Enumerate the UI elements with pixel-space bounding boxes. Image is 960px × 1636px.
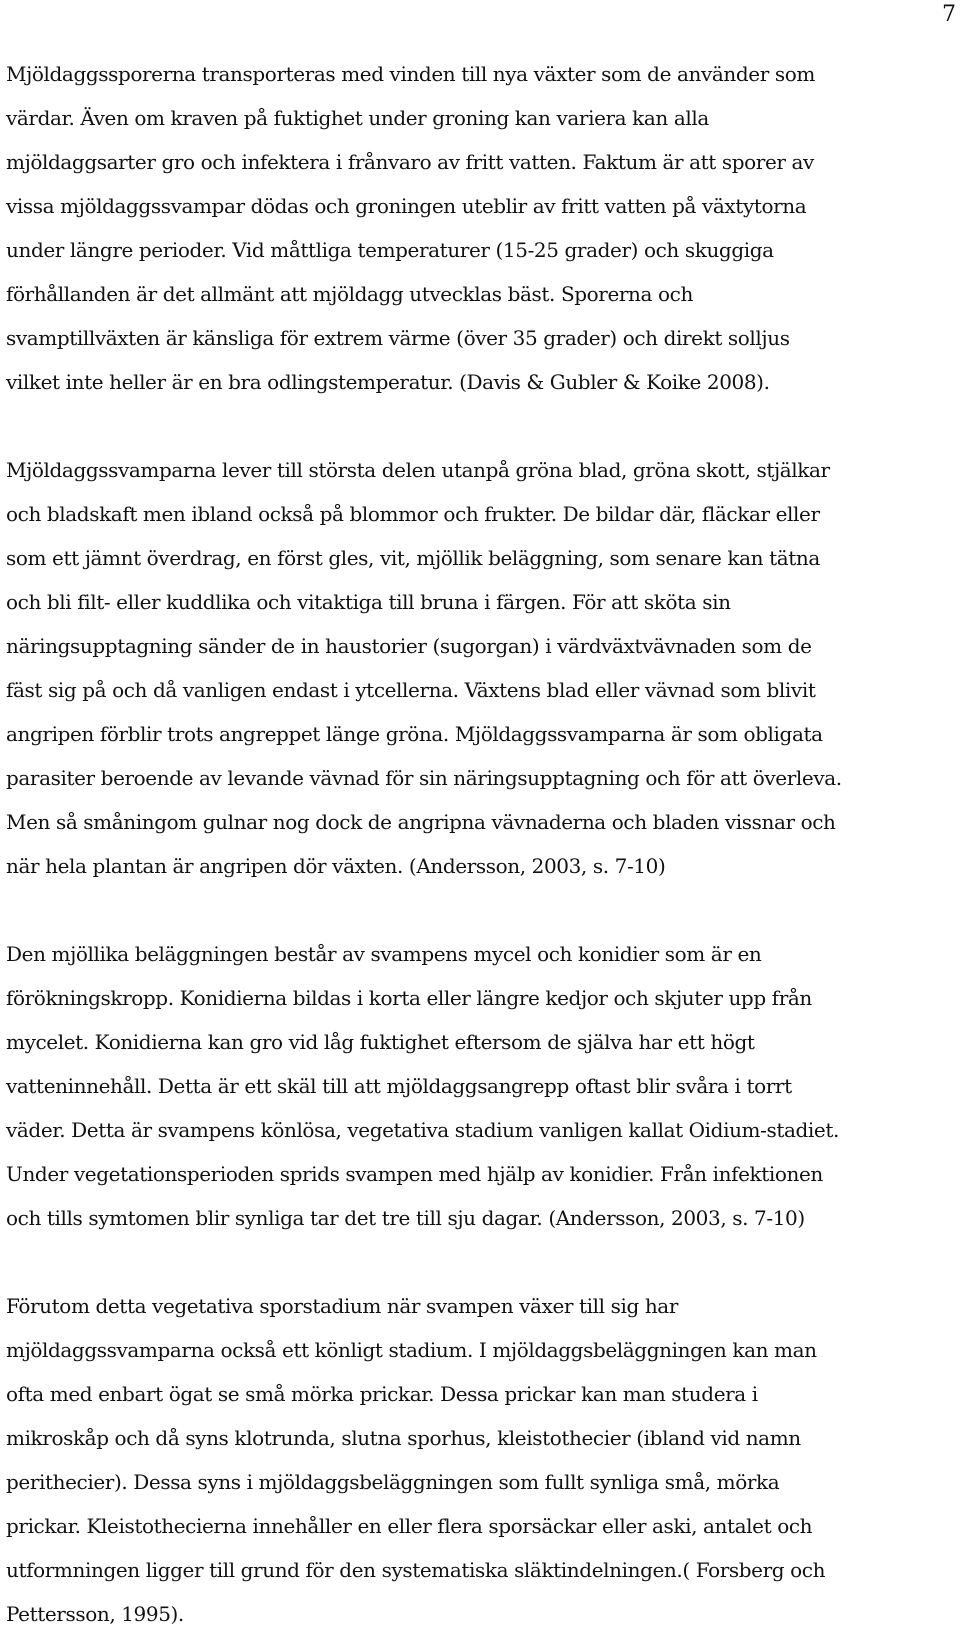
text-line: perithecier). Dessa syns i mjöldaggsbeläggningen som fullt synliga små, mörka (6, 1470, 780, 1494)
paragraph-4 (6, 1284, 954, 1636)
text-line: Men så småningom gulnar nog dock de angripna vävnaderna och bladen vissnar och (6, 810, 836, 834)
paragraph-1 (6, 52, 954, 404)
text-line: under längre perioder. Vid måttliga temperaturer (15-25 grader) och skuggiga (6, 238, 774, 262)
paragraph-gap (6, 888, 954, 932)
paragraph-3 (6, 932, 954, 1240)
text-line: förhållanden är det allmänt att mjöldagg utvecklas bäst. Sporerna och (6, 282, 693, 306)
text-line: svamptillväxten är känsliga för extrem värme (över 35 grader) och direkt solljus (6, 326, 790, 350)
text-line: Mjöldaggssporerna transporteras med vinden till nya växter som de använder som (6, 62, 815, 86)
text-line: förökningskropp. Konidierna bildas i korta eller längre kedjor och skjuter upp från (6, 986, 812, 1010)
text-line: värdar. Även om kraven på fuktighet under groning kan variera kan alla (6, 106, 709, 130)
text-line: väder. Detta är svampens könlösa, vegetativa stadium vanligen kallat Oidium-stadiet. (6, 1118, 839, 1142)
paragraph-gap (6, 404, 954, 448)
text-line: mjöldaggssvamparna också ett könligt stadium. I mjöldaggsbeläggningen kan man (6, 1338, 817, 1362)
text-line: vilket inte heller är en bra odlingstemperatur. (Davis & Gubler & Koike 2008). (6, 370, 770, 394)
text-line: Mjöldaggssvamparna lever till största delen utanpå gröna blad, gröna skott, stjälkar (6, 458, 830, 482)
text-line: mycelet. Konidierna kan gro vid låg fuktighet eftersom de själva har ett högt (6, 1030, 755, 1054)
text-line: och tills symtomen blir synliga tar det tre till sju dagar. (Andersson, 2003, s. 7-10) (6, 1206, 805, 1230)
paragraph-2 (6, 448, 954, 888)
text-line: och bladskaft men ibland också på blommor och frukter. De bildar där, fläckar eller (6, 502, 820, 526)
text-line: näringsupptagning sänder de in haustorier (sugorgan) i värdväxtvävnaden som de (6, 634, 812, 658)
text-line: som ett jämnt överdrag, en först gles, vit, mjöllik beläggning, som senare kan tätna (6, 546, 820, 570)
text-line: mikroskåp och då syns klotrunda, slutna sporhus, kleistothecier (ibland vid namn (6, 1426, 801, 1450)
text-line: fäst sig på och då vanligen endast i ytcellerna. Växtens blad eller vävnad som blivit (6, 678, 816, 702)
text-line: när hela plantan är angripen dör växten. (Andersson, 2003, s. 7-10) (6, 854, 666, 878)
text-line: Den mjöllika beläggningen består av svampens mycel och konidier som är en (6, 942, 762, 966)
document-body (6, 52, 954, 1636)
text-line: och bli filt- eller kuddlika och vitaktiga till bruna i färgen. För att sköta sin (6, 590, 731, 614)
text-line: mjöldaggsarter gro och infektera i frånvaro av fritt vatten. Faktum är att sporer av (6, 150, 814, 174)
text-line: Under vegetationsperioden sprids svampen med hjälp av konidier. Från infektionen (6, 1162, 823, 1186)
text-line: Pettersson, 1995). (6, 1602, 184, 1626)
text-line: angripen förblir trots angreppet länge gröna. Mjöldaggssvamparna är som obligata (6, 722, 823, 746)
page-number: 7 (942, 2, 956, 27)
paragraph-gap (6, 1240, 954, 1284)
text-line: utformningen ligger till grund för den systematiska släktindelningen.( Forsberg och (6, 1558, 826, 1582)
text-line: parasiter beroende av levande vävnad för sin näringsupptagning och för att överleva. (6, 766, 842, 790)
text-line: vissa mjöldaggssvampar dödas och groningen uteblir av fritt vatten på växtytorna (6, 194, 807, 218)
text-line: vatteninnehåll. Detta är ett skäl till att mjöldaggsangrepp oftast blir svåra i torrt (6, 1074, 792, 1098)
text-line: prickar. Kleistothecierna innehåller en eller flera sporsäckar eller aski, antalet och (6, 1514, 813, 1538)
text-line: ofta med enbart ögat se små mörka prickar. Dessa prickar kan man studera i (6, 1382, 758, 1406)
text-line: Förutom detta vegetativa sporstadium när svampen växer till sig har (6, 1294, 678, 1318)
